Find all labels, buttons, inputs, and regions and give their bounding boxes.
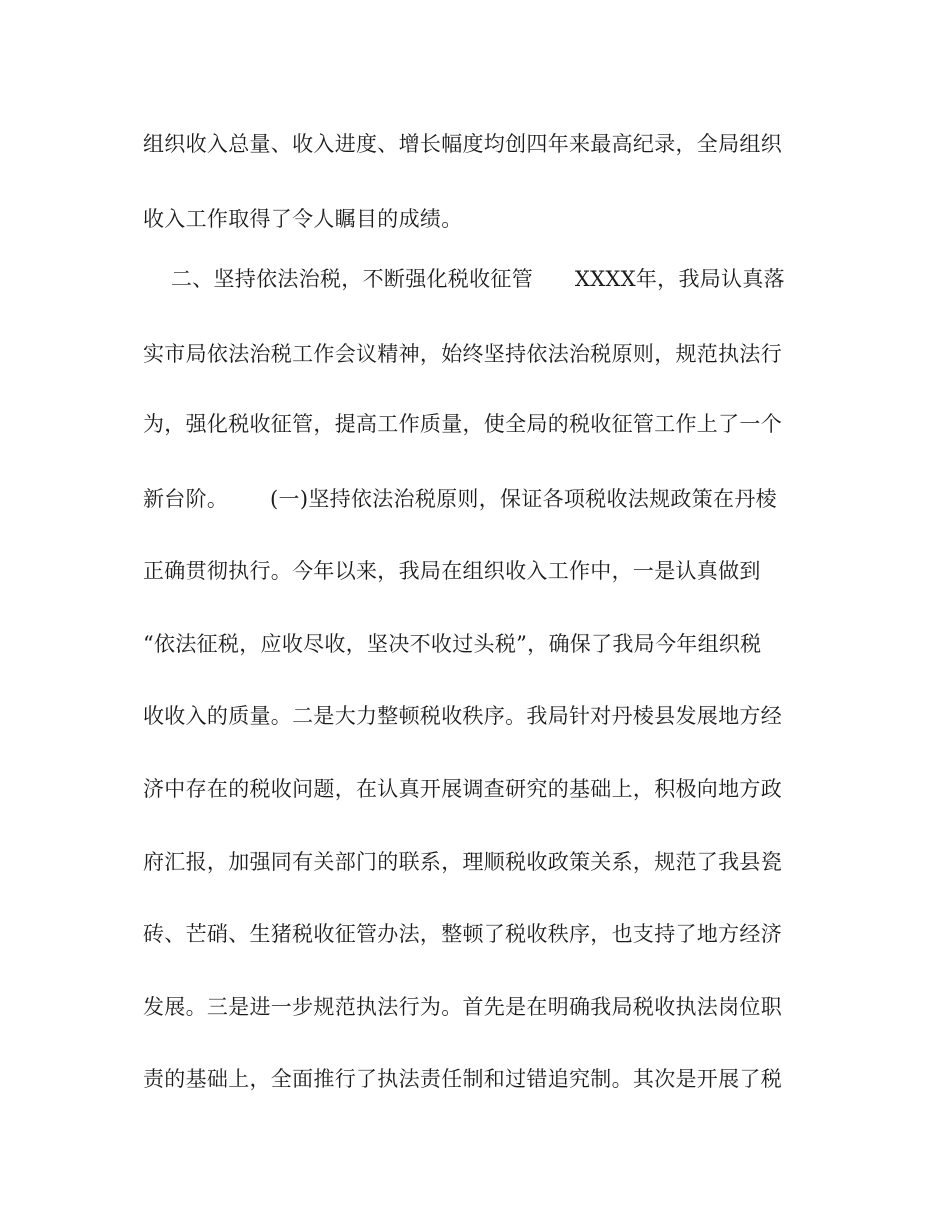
text-line: 收收入的质量。二是大力整顿税收秩序。我局针对丹棱县发展地方经 bbox=[143, 704, 782, 728]
text-line: 发展。三是进一步规范执法行为。首先是在明确我局税收执法岗位职 bbox=[143, 995, 782, 1019]
text-line: 新台阶。 (一)坚持依法治税原则，保证各项税收法规政策在丹棱 bbox=[143, 487, 777, 511]
text-line: 为，强化税收征管，提高工作质量，使全局的税收征管工作上了一个 bbox=[143, 412, 782, 436]
text-line: 责的基础上，全面推行了执法责任制和过错追究制。其次是开展了税 bbox=[143, 1067, 782, 1091]
text-line: 组织收入总量、收入进度、增长幅度均创四年来最高纪录，全局组织 bbox=[143, 132, 782, 156]
text-line: 济中存在的税收问题，在认真开展调查研究的基础上，积极向地方政 bbox=[143, 777, 782, 801]
text-line: 实市局依法治税工作会议精神，始终坚持依法治税原则，规范执法行 bbox=[143, 342, 782, 366]
text-line: 正确贯彻执行。今年以来，我局在组织收入工作中，一是认真做到 bbox=[143, 559, 761, 583]
text-line: 砖、芒硝、生猪税收征管办法，整顿了税收秩序，也支持了地方经济 bbox=[143, 922, 782, 946]
text-line: 府汇报，加强同有关部门的联系，理顺税收政策关系，规范了我县瓷 bbox=[143, 850, 782, 874]
text-line: 收入工作取得了令人瞩目的成绩。 bbox=[143, 207, 463, 231]
text-line: 二、坚持依法治税，不断强化税收征管 XXXX年，我局认真落 bbox=[143, 267, 785, 291]
text-line: “依法征税，应收尽收，坚决不收过头税”，确保了我局今年组织税 bbox=[143, 632, 762, 656]
